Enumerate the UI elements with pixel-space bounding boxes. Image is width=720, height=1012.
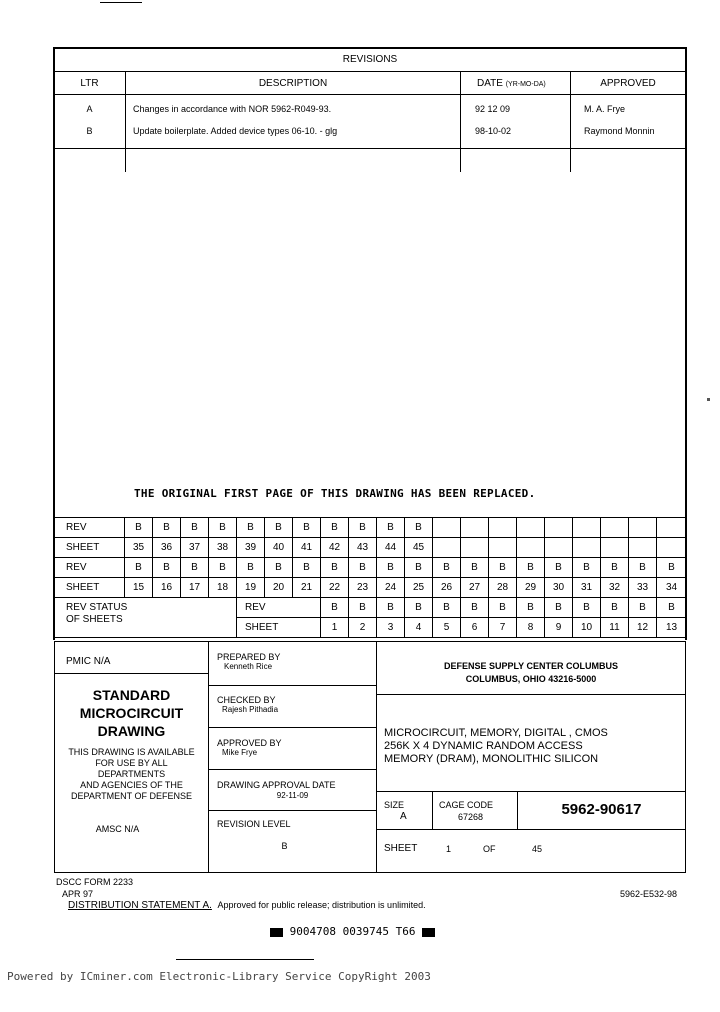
table-row: REV B B B B B B B B B B B (55, 518, 687, 538)
size-label: SIZE (384, 800, 405, 810)
approved-by-label: APPROVED BY (217, 738, 282, 748)
status-cell: B (349, 558, 377, 578)
of-label: OF (483, 844, 496, 854)
status-cell: 29 (517, 578, 545, 598)
status-cell: 24 (377, 578, 405, 598)
agency-name: DEFENSE SUPPLY CENTER COLUMBUS (443, 661, 619, 671)
status-cell: B (377, 598, 405, 618)
prepared-by-value: Kenneth Rice (224, 662, 273, 671)
powered-by-footer: Powered by ICminer.com Electronic-Library Service CopyRight 2003 (7, 970, 431, 983)
status-cell: B (461, 558, 489, 578)
status-cell: B (601, 558, 629, 578)
status-cell: B (601, 598, 629, 618)
status-cell: B (573, 598, 601, 618)
approved-header: APPROVED (600, 78, 656, 89)
status-cell: 3 (377, 618, 405, 638)
status-cell (629, 538, 657, 558)
status-cell: B (433, 558, 461, 578)
status-cell (601, 518, 629, 538)
form-code: 5962-E532-98 (620, 889, 678, 899)
cage-code-value: 67268 (458, 812, 484, 822)
signature-line (176, 959, 314, 960)
status-cell: B (209, 558, 237, 578)
status-cell: 20 (265, 578, 293, 598)
status-cell (517, 518, 545, 538)
scan-mark (100, 2, 142, 3)
cage-code-label: CAGE CODE (439, 800, 494, 810)
status-cell: B (321, 598, 349, 618)
status-cell (461, 518, 489, 538)
status-cell: B (517, 598, 545, 618)
replaced-notice: THE ORIGINAL FIRST PAGE OF THIS DRAWING HAS BEEN REPLACED. (134, 487, 536, 500)
status-cell (545, 538, 573, 558)
status-cell: 43 (349, 538, 377, 558)
status-cell (657, 518, 687, 538)
rev-status-label: REV STATUS OF SHEETS (55, 598, 237, 638)
document-number: 5962-90617 (561, 801, 642, 818)
status-cell: 19 (237, 578, 265, 598)
revisions-title: REVISIONS (342, 54, 398, 65)
status-cell: 16 (153, 578, 181, 598)
status-cell: B (181, 558, 209, 578)
status-cell: B (125, 558, 153, 578)
status-cell: 5 (433, 618, 461, 638)
status-cell: B (657, 598, 687, 618)
status-cell: 41 (293, 538, 321, 558)
status-cell (489, 518, 517, 538)
table-row: SHEET 1 2 3 4 5 6 7 8 9 10 11 12 13 (55, 618, 687, 638)
status-cell: B (657, 558, 687, 578)
checked-by-value: Rajesh Pithadia (222, 705, 279, 714)
date-header: DATE (YR-MO-DA) (477, 78, 546, 89)
status-cell: 30 (545, 578, 573, 598)
status-cell: 37 (181, 538, 209, 558)
agency-address: COLUMBUS, OHIO 43216-5000 (465, 674, 597, 684)
status-cell: 4 (405, 618, 433, 638)
drawing-title: MICROCIRCUIT, MEMORY, DIGITAL , CMOS 256K X 4 DYNAMIC RANDOM ACCESS MEMORY (DRAM), MONOLITHIC SILICON (384, 727, 608, 765)
status-cell: 13 (657, 618, 687, 638)
status-cell: 32 (601, 578, 629, 598)
status-cell: 40 (265, 538, 293, 558)
revision-level-label: REVISION LEVEL (217, 819, 291, 829)
amsc-label: AMSC N/A (95, 824, 140, 834)
status-cell: B (321, 558, 349, 578)
status-cell: B (321, 518, 349, 538)
description-header: DESCRIPTION (258, 78, 328, 89)
status-cell: B (517, 558, 545, 578)
barcode-strip: 9004708 0039745 T66 (270, 925, 435, 939)
status-cell: 17 (181, 578, 209, 598)
status-cell: B (461, 598, 489, 618)
status-cell (601, 538, 629, 558)
status-cell: B (405, 518, 433, 538)
status-cell: B (405, 558, 433, 578)
status-cell (517, 538, 545, 558)
rev-status-table (54, 517, 687, 638)
status-cell: B (489, 558, 517, 578)
status-cell: B (377, 558, 405, 578)
status-cell: B (545, 558, 573, 578)
status-cell: 44 (377, 538, 405, 558)
pmic-label: PMIC N/A (66, 656, 111, 667)
status-cell: B (265, 518, 293, 538)
status-cell: B (237, 518, 265, 538)
status-cell (489, 538, 517, 558)
status-cell: B (153, 518, 181, 538)
form-date: APR 97 (62, 889, 94, 899)
status-cell: 33 (629, 578, 657, 598)
status-cell: 36 (153, 538, 181, 558)
sheet-total: 45 (532, 844, 543, 854)
status-cell: B (545, 598, 573, 618)
approval-date-label: DRAWING APPROVAL DATE (217, 780, 336, 790)
status-cell (629, 518, 657, 538)
status-cell: B (433, 598, 461, 618)
sheet-number: 1 (446, 844, 452, 854)
form-number: DSCC FORM 2233 (56, 877, 134, 887)
distribution-statement: DISTRIBUTION STATEMENT A. Approved for public release; distribution is unlimited. (68, 900, 426, 911)
status-cell: B (349, 518, 377, 538)
status-cell (573, 538, 601, 558)
status-cell: B (489, 598, 517, 618)
checked-by-label: CHECKED BY (217, 695, 276, 705)
status-cell: 1 (321, 618, 349, 638)
status-cell (433, 518, 461, 538)
status-cell: B (237, 558, 265, 578)
status-cell: 31 (573, 578, 601, 598)
status-cell: B (293, 518, 321, 538)
prepared-by-label: PREPARED BY (217, 652, 281, 662)
status-cell: 42 (321, 538, 349, 558)
status-cell: 2 (349, 618, 377, 638)
status-cell: 18 (209, 578, 237, 598)
status-cell: 8 (517, 618, 545, 638)
status-cell: 23 (349, 578, 377, 598)
sheet-label: SHEET (384, 843, 418, 854)
status-cell: 22 (321, 578, 349, 598)
status-cell: 28 (489, 578, 517, 598)
table-row: SHEET 35 36 37 38 39 40 41 42 43 44 45 (55, 538, 687, 558)
status-cell: B (181, 518, 209, 538)
standard-drawing-title: STANDARD MICROCIRCUIT DRAWING (79, 687, 184, 739)
status-cell: B (629, 558, 657, 578)
status-cell: B (153, 558, 181, 578)
status-cell: B (377, 518, 405, 538)
status-cell (433, 538, 461, 558)
status-cell: 35 (125, 538, 153, 558)
availability-statement: THIS DRAWING IS AVAILABLE FOR USE BY ALL DEPARTMENTS AND AGENCIES OF THE DEPARTMENT OF DEFENSE (68, 747, 195, 801)
status-cell: 26 (433, 578, 461, 598)
status-cell: B (293, 558, 321, 578)
status-cell: 45 (405, 538, 433, 558)
status-cell: 34 (657, 578, 687, 598)
status-cell: 25 (405, 578, 433, 598)
scan-speck (707, 398, 710, 401)
ltr-header: LTR (80, 78, 99, 89)
status-cell: 9 (545, 618, 573, 638)
status-cell: 27 (461, 578, 489, 598)
table-row: REV B B B B B B B B B B B B B B B B B B B B (55, 558, 687, 578)
status-cell (461, 538, 489, 558)
status-cell (573, 518, 601, 538)
table-row: SHEET 15 16 17 18 19 20 21 22 23 24 25 26 27 28 29 30 31 32 33 34 (55, 578, 687, 598)
status-cell: 6 (461, 618, 489, 638)
status-cell: 38 (209, 538, 237, 558)
table-row: REV STATUS OF SHEETS REV B B B B B B B B B B B B B (55, 598, 687, 618)
status-cell (545, 518, 573, 538)
status-cell: B (573, 558, 601, 578)
status-cell (657, 538, 687, 558)
status-cell: 21 (293, 578, 321, 598)
status-cell: B (629, 598, 657, 618)
status-cell: B (265, 558, 293, 578)
status-cell: 12 (629, 618, 657, 638)
status-cell: 7 (489, 618, 517, 638)
status-cell: 11 (601, 618, 629, 638)
approved-by-value: Mike Frye (222, 748, 258, 757)
status-cell: 39 (237, 538, 265, 558)
status-cell: B (405, 598, 433, 618)
status-cell: B (209, 518, 237, 538)
revision-level-value: B (281, 841, 288, 851)
status-cell: 15 (125, 578, 153, 598)
approval-date-value: 92-11-09 (276, 791, 309, 800)
status-cell: 10 (573, 618, 601, 638)
status-cell: B (349, 598, 377, 618)
size-value: A (400, 811, 407, 822)
status-cell: B (125, 518, 153, 538)
